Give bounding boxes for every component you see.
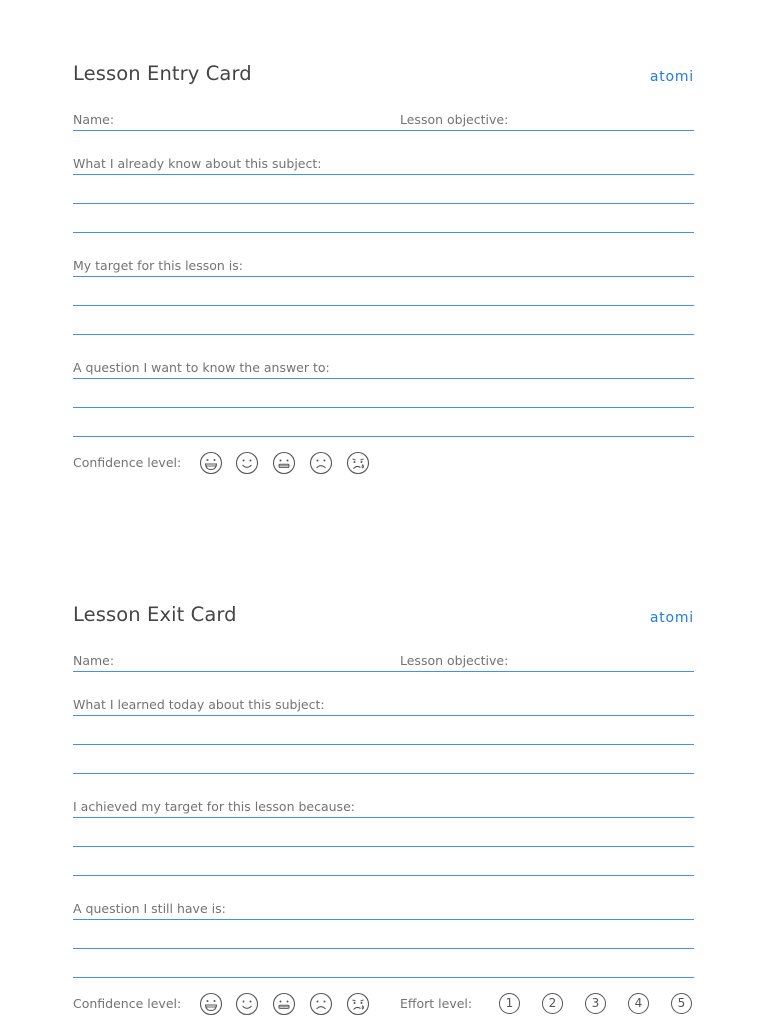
neutral-face-icon[interactable] [272, 451, 296, 475]
name-field[interactable] [73, 653, 694, 672]
target-label: My target for this lesson is: [73, 258, 244, 273]
effort-level-2[interactable]: 2 [542, 993, 563, 1014]
question-field[interactable] [73, 901, 694, 920]
target-achieved-label: I achieved my target for this lesson because: [73, 799, 355, 814]
very-happy-face-icon[interactable] [199, 992, 223, 1016]
learned-field[interactable] [73, 697, 694, 716]
atomi-logo: atomi [649, 610, 694, 626]
target-line[interactable] [73, 334, 694, 335]
question-line[interactable] [73, 436, 694, 437]
lesson-objective-label: Lesson objective: [400, 112, 509, 127]
atomi-logo: atomi [649, 69, 694, 85]
sad-face-icon[interactable] [309, 992, 333, 1016]
name-field[interactable] [73, 112, 694, 131]
effort-level-4[interactable]: 4 [628, 993, 649, 1014]
happy-face-icon[interactable] [235, 451, 259, 475]
very-sad-face-icon[interactable] [346, 992, 370, 1016]
target-line[interactable] [73, 305, 694, 306]
target-achieved-line[interactable] [73, 875, 694, 876]
very-happy-face-icon[interactable] [199, 451, 223, 475]
learned-line[interactable] [73, 773, 694, 774]
prior-knowledge-field[interactable] [73, 156, 694, 175]
lesson-entry-card [73, 62, 694, 482]
card-title: Lesson Exit Card [73, 603, 237, 626]
confidence-label: Confidence level: [73, 455, 182, 470]
target-field[interactable] [73, 258, 694, 277]
sad-face-icon[interactable] [309, 451, 333, 475]
effort-level-1[interactable]: 1 [499, 993, 520, 1014]
target-achieved-field[interactable] [73, 799, 694, 818]
lesson-objective-label: Lesson objective: [400, 653, 509, 668]
prior-knowledge-line[interactable] [73, 232, 694, 233]
very-sad-face-icon[interactable] [346, 451, 370, 475]
question-label: A question I want to know the answer to: [73, 360, 330, 375]
effort-label: Effort level: [400, 996, 473, 1011]
target-achieved-line[interactable] [73, 846, 694, 847]
question-label: A question I still have is: [73, 901, 226, 916]
learned-line[interactable] [73, 744, 694, 745]
prior-knowledge-label: What I already know about this subject: [73, 156, 322, 171]
neutral-face-icon[interactable] [272, 992, 296, 1016]
question-line[interactable] [73, 977, 694, 978]
lesson-exit-card [73, 603, 694, 1021]
confidence-rating [73, 451, 694, 477]
question-field[interactable] [73, 360, 694, 379]
name-label: Name: [73, 653, 115, 668]
confidence-rating [73, 992, 694, 1018]
happy-face-icon[interactable] [235, 992, 259, 1016]
question-line[interactable] [73, 407, 694, 408]
question-line[interactable] [73, 948, 694, 949]
prior-knowledge-line[interactable] [73, 203, 694, 204]
card-title: Lesson Entry Card [73, 62, 252, 85]
confidence-label: Confidence level: [73, 996, 182, 1011]
learned-label: What I learned today about this subject: [73, 697, 325, 712]
effort-level-3[interactable]: 3 [585, 993, 606, 1014]
name-label: Name: [73, 112, 115, 127]
effort-level-5[interactable]: 5 [671, 993, 692, 1014]
